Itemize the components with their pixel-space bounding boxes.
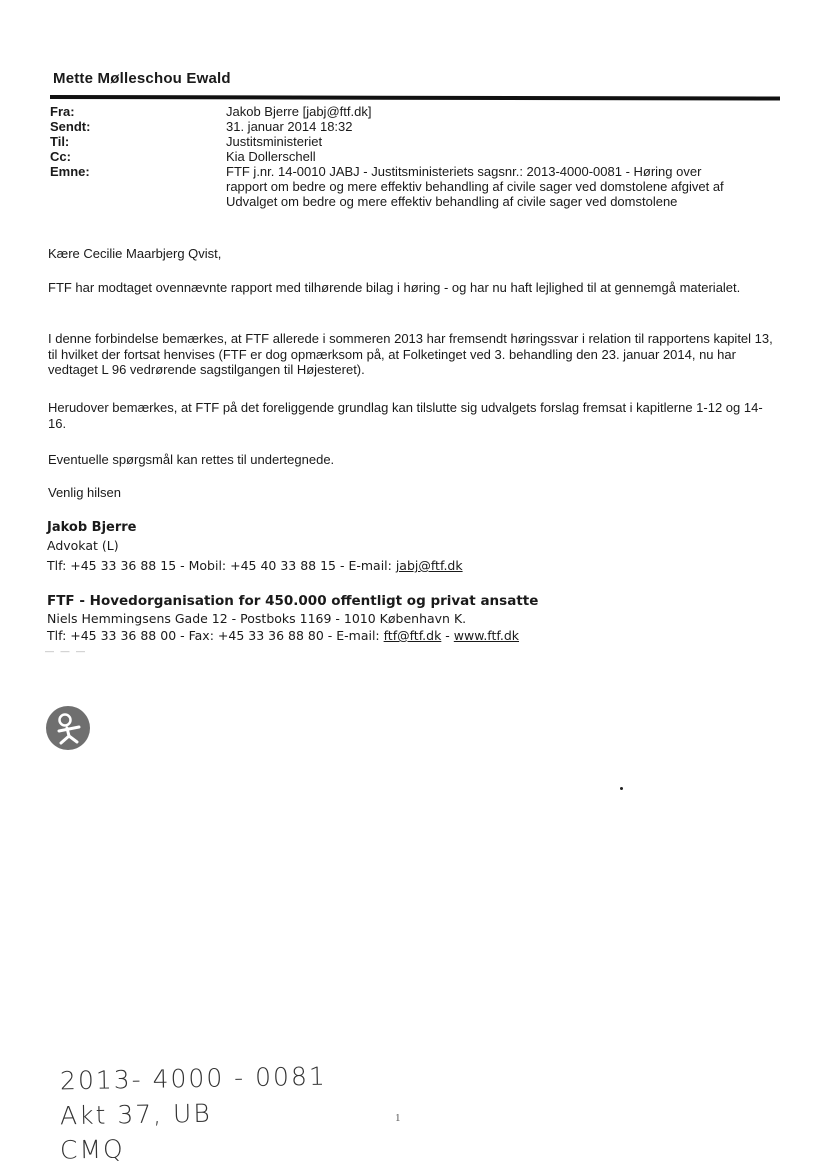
cc-label: Cc: <box>50 149 71 164</box>
signature-email-link[interactable]: jabj@ftf.dk <box>395 558 463 573</box>
from-row <box>50 104 770 119</box>
subject-label: Emne: <box>50 164 90 179</box>
greeting: Kære Cecilie Maarbjerg Qvist, <box>48 246 222 261</box>
header-rule <box>50 95 780 101</box>
subject-row <box>50 164 770 209</box>
subject-line-3: Udvalget om bedre og mere effektiv behandling af civile sager ved domstolene <box>226 194 678 209</box>
link-separator: - <box>441 628 454 643</box>
from-label: Fra: <box>50 104 75 119</box>
signature-contact <box>47 558 787 573</box>
to-label: Til: <box>50 134 70 149</box>
to-value: Justitsministeriet <box>226 134 323 149</box>
cc-value: Kia Dollerschell <box>226 149 316 164</box>
from-value: Jakob Bjerre [jabj@ftf.dk] <box>226 104 372 119</box>
sent-row <box>50 119 770 134</box>
paragraph-2: I denne forbindelse bemærkes, at FTF allerede i sommeren 2013 har fremsendt høringssvar i relation til rapportens kapitel 13, til hvilket der fortsat henvises (FTF er dog opmærksom på, at Folketinget ved 3. behandling den 23. januar 2014, nu har vedtaget L 96 vedrørende sagstilgangen til Højesteret). <box>48 331 773 377</box>
organization-address: Niels Hemmingsens Gade 12 - Postboks 1169 - 1010 København K. <box>47 611 467 626</box>
to-row <box>50 134 770 149</box>
scan-speck <box>620 787 623 790</box>
organization-name: FTF - Hovedorganisation for 450.000 offentligt og privat ansatte <box>47 593 539 609</box>
ftf-logo-icon <box>45 705 91 751</box>
mailbox-owner-name: Mette Mølleschou Ewald <box>53 70 231 87</box>
cc-row <box>50 149 770 164</box>
signature-name: Jakob Bjerre <box>47 520 137 535</box>
closing: Venlig hilsen <box>48 485 121 500</box>
handwritten-act-note: Akt 37, UB <box>59 1098 212 1131</box>
organization-email-link[interactable]: ftf@ftf.dk <box>383 628 442 643</box>
organization-contact <box>47 628 787 643</box>
organization-contact-text: Tlf: +45 33 36 88 00 - Fax: +45 33 36 88 80 - E-mail: <box>47 628 384 643</box>
paragraph-4: Eventuelle spørgsmål kan rettes til undertegnede. <box>48 452 335 467</box>
subject-line-1: FTF j.nr. 14-0010 JABJ - Justitsministeriets sagsnr.: 2013-4000-0081 - Høring over <box>226 164 702 179</box>
subject-line-2: rapport om bedre og mere effektiv behandling af civile sager ved domstolene afgivet af <box>226 179 724 194</box>
signature-title: Advokat (L) <box>47 538 119 553</box>
page-number: 1 <box>395 1112 401 1124</box>
sent-value: 31. januar 2014 18:32 <box>226 119 353 134</box>
signature-contact-text: Tlf: +45 33 36 88 15 - Mobil: +45 40 33 88 15 - E-mail: <box>47 558 396 573</box>
signature-dashes: — — — <box>45 646 88 656</box>
sent-label: Sendt: <box>50 119 91 134</box>
paragraph-3: Herudover bemærkes, at FTF på det foreliggende grundlag kan tilslutte sig udvalgets forslag fremsat i kapitlerne 1-12 og 14-16. <box>48 400 763 431</box>
email-header <box>50 104 770 209</box>
organization-website-link[interactable]: www.ftf.dk <box>453 628 520 643</box>
paragraph-1: FTF har modtaget ovennævnte rapport med tilhørende bilag i høring - og har nu haft lejlighed til at gennemgå materialet. <box>48 280 741 295</box>
subject-value <box>226 164 770 209</box>
handwritten-case-number: 2013- 4000 - 0081 <box>59 1061 327 1096</box>
handwritten-initials: CMQ <box>59 1134 125 1165</box>
